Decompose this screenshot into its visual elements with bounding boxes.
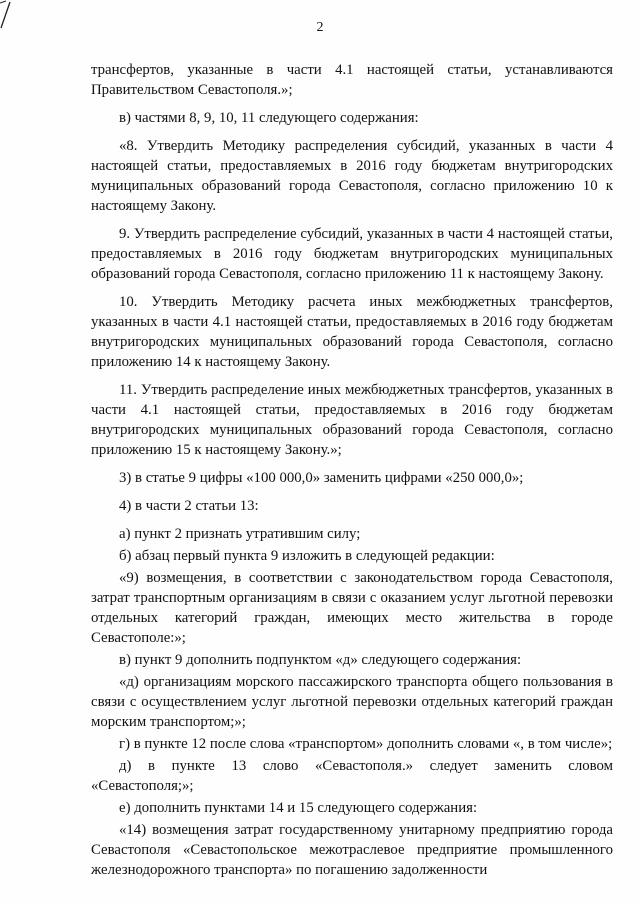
paragraph: г) в пункте 12 после слова «транспортом» дополнить словами «, в том числе»; <box>119 736 613 752</box>
paragraph: д) в пункте 13 слово «Севастополя.» следует заменить словом «Севастополя;»; <box>91 758 613 794</box>
paragraph: а) пункт 2 признать утратившим силу; <box>119 526 361 542</box>
paragraph: трансфертов, указанные в части 4.1 настоящей статьи, устанавливаются Правительством Севастополя.»; <box>91 62 613 98</box>
document-body <box>91 60 613 882</box>
paragraph: 9. Утвердить распределение субсидий, указанных в части 4 настоящей статьи, предоставляемых в 2016 году бюджетам внутригородских муниципальных образований города Севастополя, согласно приложению 11 к настоящему Закону. <box>91 226 613 282</box>
paragraph: 10. Утвердить Методику расчета иных межбюджетных трансфертов, указанных в части 4.1 настоящей статьи, предоставляемых в 2016 году бюджетам внутригородских муниципальных образований города Севастополя, согласно приложению 14 к настоящему Закону. <box>91 294 613 370</box>
page-number: 2 <box>316 20 324 35</box>
paragraph: 11. Утвердить распределение иных межбюджетных трансфертов, указанных в части 4.1 настоящей статьи, предоставляемых в 2016 году бюджетам внутригородских муниципальных образований города Севастополя, согласно приложению 15 к настоящему Закону.»; <box>91 382 613 458</box>
paragraph: «9) возмещения, в соответствии с законодательством города Севастополя, затрат транспортным организациям в связи с оказанием услуг льготной перевозки отдельных категорий граждан, имеющих место жительства в городе Севастополе:»; <box>91 570 613 646</box>
paragraph: «14) возмещения затрат государственному унитарному предприятию города Севастополя «Севастопольское межотраслевое предприятие промышленного железнодорожного транспорта» по погашению задолженности <box>91 822 613 878</box>
paragraph: 4) в части 2 статьи 13: <box>119 498 259 514</box>
paragraph: «8. Утвердить Методику распределения субсидий, указанных в части 4 настоящей статьи, предоставляемых в 2016 году бюджетам внутригородских муниципальных образований города Севастополя, согласно приложению 10 к настоящему Закону. <box>91 138 613 214</box>
paragraph: 3) в статье 9 цифры «100 000,0» заменить цифрами «250 000,0»; <box>119 470 524 486</box>
paragraph: в) пункт 9 дополнить подпунктом «д» следующего содержания: <box>119 652 522 668</box>
paragraph: в) частями 8, 9, 10, 11 следующего содержания: <box>119 110 419 126</box>
paragraph: б) абзац первый пункта 9 изложить в следующей редакции: <box>119 548 495 564</box>
paragraph: «д) организациям морского пассажирского транспорта общего пользования в связи с осуществлением услуг льготной перевозки отдельных категорий граждан морским транспортом;»; <box>91 674 613 730</box>
paragraph: е) дополнить пунктами 14 и 15 следующего содержания: <box>119 800 478 816</box>
